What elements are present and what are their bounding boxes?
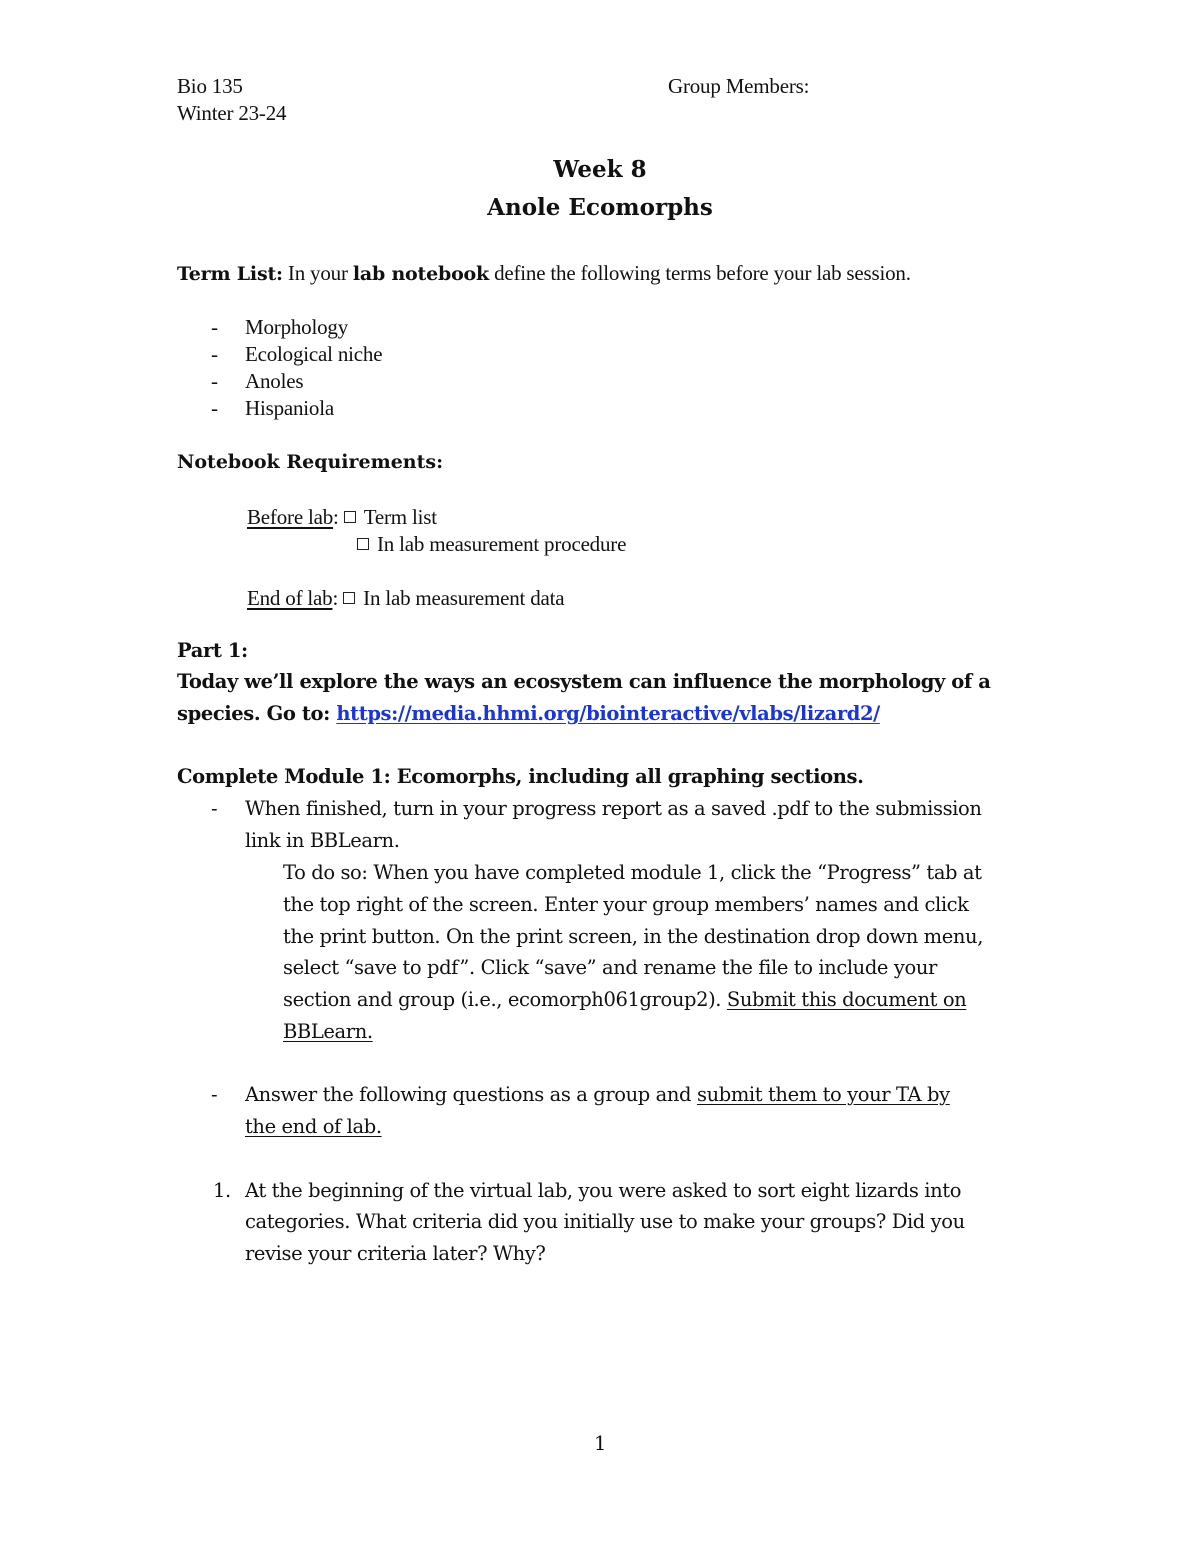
submit-instruction-1: Submit this document on bbox=[726, 988, 967, 1011]
todo-line: To do so: When you have completed module 1, click the “Progress” tab at bbox=[283, 861, 982, 884]
bullet2-prefix: Answer the following questions as a group and bbox=[245, 1083, 692, 1106]
todo-line: the top right of the screen. Enter your group members’ names and click bbox=[283, 893, 969, 916]
list-item: - Ecological niche bbox=[211, 342, 383, 366]
before-lab-row: Before lab: Term list bbox=[247, 505, 437, 529]
term-label: Winter 23-24 bbox=[177, 101, 287, 125]
question-number: 1. bbox=[213, 1179, 231, 1202]
module-heading-rest: Ecomorphs, including all graphing sections. bbox=[396, 765, 864, 788]
submit-instruction-2: BBLearn. bbox=[283, 1020, 373, 1043]
list-item: - When finished, turn in your progress report as a saved .pdf to the submission bbox=[211, 797, 982, 820]
module-heading-bold: Complete Module 1: bbox=[177, 765, 391, 788]
checkbox-icon[interactable] bbox=[343, 592, 355, 604]
part1-line1: Today we’ll explore the ways an ecosystem can influence the morphology of a bbox=[177, 670, 991, 693]
course-name: Bio 135 bbox=[177, 74, 243, 98]
lizard-lab-link[interactable]: https://media.hhmi.org/biointeractive/vlabs/lizard2/ bbox=[336, 702, 880, 725]
group-members-label: Group Members: bbox=[668, 74, 810, 98]
term-list-label: Term List: bbox=[177, 263, 283, 285]
list-item: - Hispaniola bbox=[211, 396, 334, 420]
before-item: Term list bbox=[363, 505, 437, 529]
bullet1-line2: link in BBLearn. bbox=[245, 829, 400, 852]
todo-line: select “save to pdf”. Click “save” and rename the file to include your bbox=[283, 956, 937, 979]
question-line: At the beginning of the virtual lab, you were asked to sort eight lizards into bbox=[245, 1179, 962, 1202]
page-number: 1 bbox=[593, 1432, 606, 1455]
topic-title: Anole Ecomorphs bbox=[487, 194, 713, 221]
todo-line: the print button. On the print screen, in the destination drop down menu, bbox=[283, 925, 984, 948]
term-list-intro-before: In your bbox=[287, 261, 348, 285]
term-item: Morphology bbox=[245, 315, 349, 339]
lab-notebook-bold: lab notebook bbox=[352, 263, 489, 285]
week-title: Week 8 bbox=[553, 156, 647, 183]
part1-line2-prefix: species. Go to: bbox=[177, 702, 330, 725]
end-lab-label: End of lab bbox=[247, 586, 333, 610]
question-line: categories. What criteria did you initially use to make your groups? Did you bbox=[245, 1210, 965, 1233]
bullet2-underline-1: submit them to your TA by bbox=[696, 1083, 950, 1106]
bullet1-line1: When finished, turn in your progress report as a saved .pdf to the submission bbox=[245, 797, 982, 820]
term-item: Anoles bbox=[245, 369, 304, 393]
end-item: In lab measurement data bbox=[363, 586, 565, 610]
question-line: revise your criteria later? Why? bbox=[245, 1242, 546, 1265]
todo-last-line bbox=[283, 988, 966, 1011]
end-lab-row: End of lab: In lab measurement data bbox=[247, 586, 565, 610]
list-item: - Anoles bbox=[211, 369, 304, 393]
term-item: Ecological niche bbox=[245, 342, 383, 366]
part1-heading: Part 1: bbox=[177, 639, 248, 662]
term-list-intro-after: define the following terms before your lab session. bbox=[494, 261, 911, 285]
todo-last-prefix: section and group (i.e., ecomorph061group2). bbox=[283, 988, 722, 1011]
part1-line2 bbox=[177, 702, 880, 725]
term-item: Hispaniola bbox=[245, 396, 334, 420]
before-lab-label: Before lab bbox=[247, 505, 334, 529]
before-lab-row-2 bbox=[357, 532, 626, 557]
checkbox-icon[interactable] bbox=[357, 538, 369, 550]
list-item: - Morphology bbox=[211, 315, 349, 339]
term-list-intro bbox=[177, 261, 911, 286]
module-heading bbox=[177, 765, 864, 788]
list-item: - Answer the following questions as a group and submit them to your TA by bbox=[211, 1083, 950, 1106]
before-item: In lab measurement procedure bbox=[377, 532, 627, 556]
notebook-requirements-heading: Notebook Requirements: bbox=[177, 451, 444, 473]
bullet2-underline-2: the end of lab. bbox=[245, 1115, 382, 1138]
checkbox-icon[interactable] bbox=[344, 511, 356, 523]
